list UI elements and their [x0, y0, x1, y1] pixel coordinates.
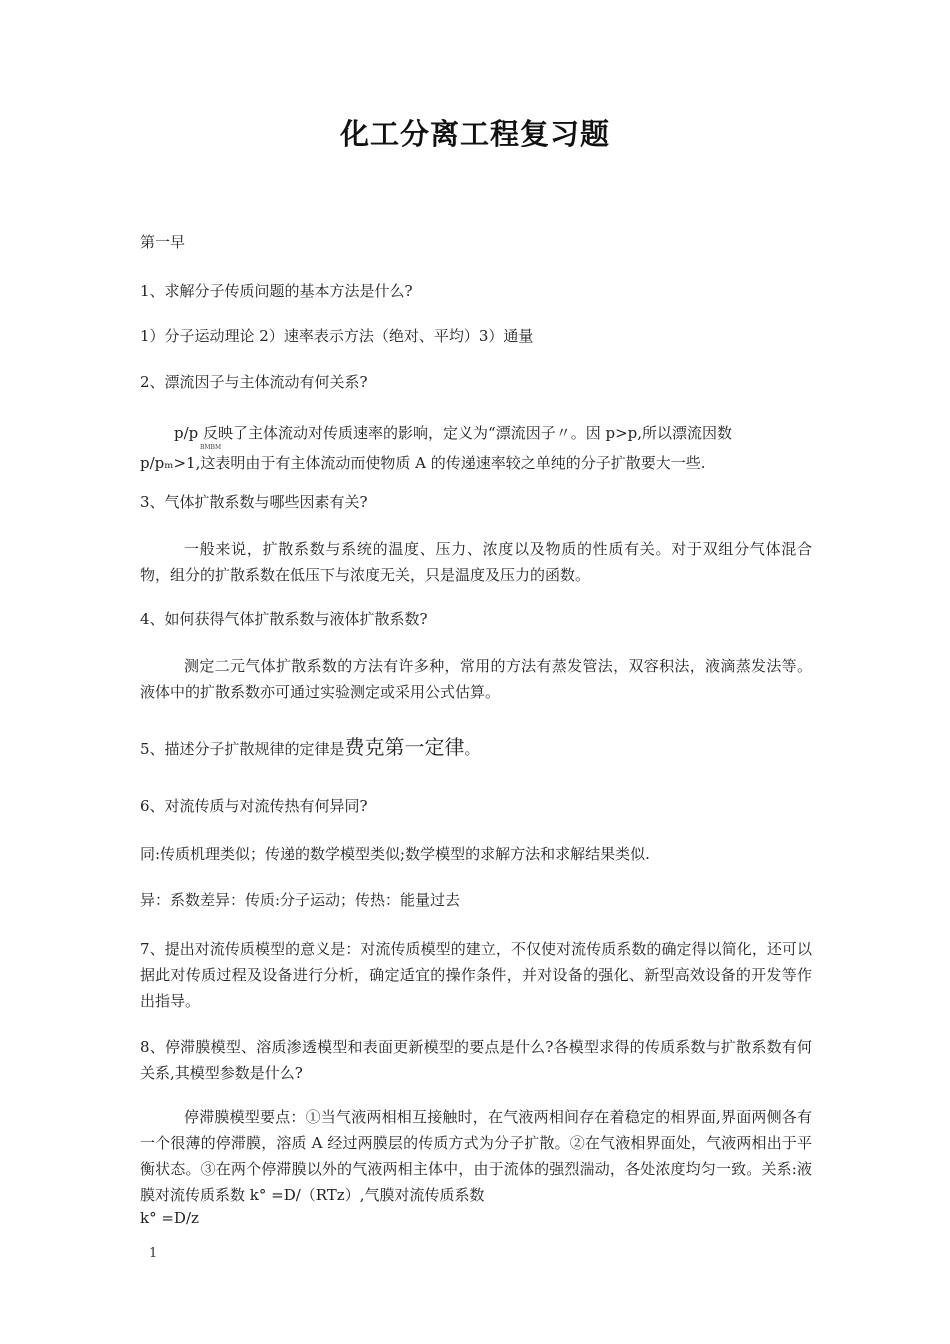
answer-6-similarities: 同:传质机理类似；传递的数学模型类似;数学模型的求解方法和求解结果类似.	[140, 845, 650, 863]
question-6: 6、对流传质与对流传热有何异同?	[140, 797, 368, 815]
question-4: 4、如何获得气体扩散系数与液体扩散系数?	[140, 610, 428, 628]
answer-4: 测定二元气体扩散系数的方法有许多种，常用的方法有蒸发管法，双容积法，液滴蒸发法等。液体中的扩散系数亦可通过实验测定或采用公式估算。	[140, 657, 812, 701]
answer-8-last-line: k° =D/z	[140, 1209, 199, 1227]
question-5-suffix: 。	[464, 740, 480, 758]
question-5	[140, 735, 480, 762]
answer-2-line-1: p/p 反映了主体流动对传质速率的影响，定义为“漂流因子〃。因 p>p,所以漂流因数	[174, 424, 733, 442]
answer-3: 一般来说，扩散系数与系统的温度、压力、浓度以及物质的性质有关。对于双组分气体混合物，组分的扩散系数在低压下与浓度无关，只是温度及压力的函数。	[140, 540, 812, 584]
chapter-heading: 第一早	[140, 233, 186, 251]
answer-2-subscript: BMBM	[200, 444, 222, 451]
question-1: 1、求解分子传质问题的基本方法是什么?	[140, 282, 413, 300]
answer-2-line-2: p/pₘ>1,这表明由于有主体流动而使物质 A 的传递速率较之单纯的分子扩散要大一些.	[140, 454, 706, 472]
question-5-prefix: 5、描述分子扩散规律的定律是	[140, 740, 345, 758]
page-number: 1	[149, 1246, 158, 1261]
question-5-law: 费克第一定律	[344, 735, 465, 759]
answer-1: 1）分子运动理论 2）速率表示方法（绝对、平均）3）通量	[140, 327, 534, 345]
answer-6-differences: 异：系数差异：传质:分子运动；传热：能量过去	[140, 891, 461, 909]
question-3: 3、气体扩散系数与哪些因素有关?	[140, 493, 368, 511]
document-title: 化工分离工程复习题	[339, 117, 610, 151]
answer-8: 停滞膜模型要点：①当气液两相相互接触时，在气液两相间存在着稳定的相界面,界面两侧各有一个很薄的停滞膜，溶质 A 经过两膜层的传质方式为分子扩散。②在气液相界面处，气液两相出于平衡状态。③在两个停滞膜以外的气液两相主体中，由于流体的强烈湍动，各处浓度均匀一致。关系:液膜对流传质系数 k° =D/（RTz）,气膜对流传质系数	[140, 1108, 812, 1204]
question-8: 8、停滞膜模型、溶质渗透模型和表面更新模型的要点是什么?各模型求得的传质系数与扩散系数有何关系,其模型参数是什么?	[140, 1038, 812, 1082]
question-2: 2、漂流因子与主体流动有何关系?	[140, 373, 368, 391]
question-7: 7、提出对流传质模型的意义是：对流传质模型的建立，不仅使对流传质系数的确定得以简化，还可以据此对传质过程及设备进行分析，确定适宜的操作条件，并对设备的强化、新型高效设备的开发等作出指导。	[140, 940, 812, 1010]
